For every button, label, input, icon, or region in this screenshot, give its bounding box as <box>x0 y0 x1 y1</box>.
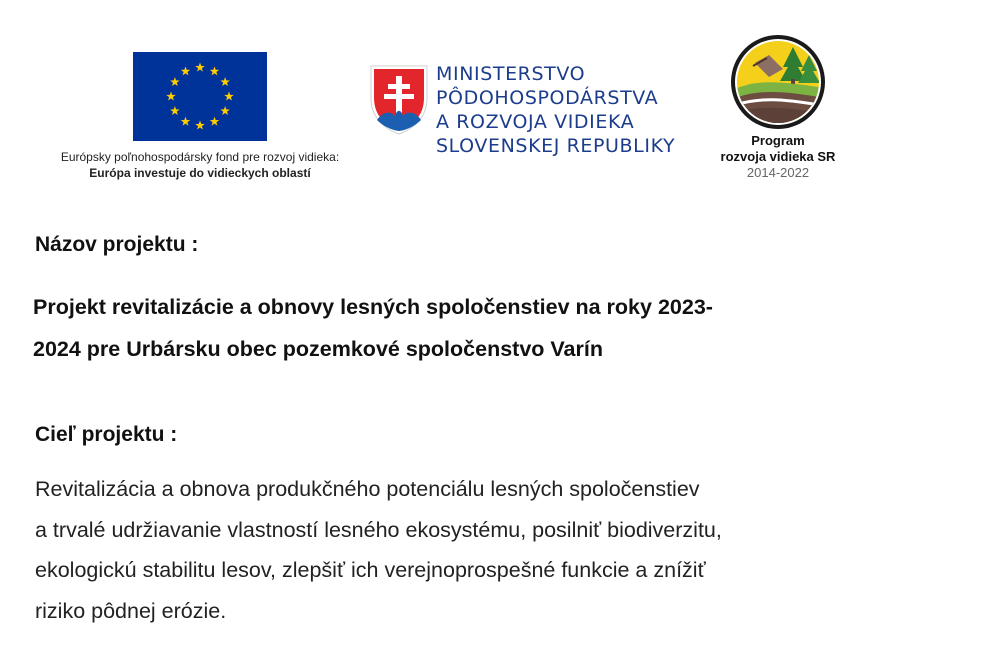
eu-star-icon <box>181 66 191 75</box>
eu-star-icon <box>166 92 176 101</box>
eu-star-icon <box>210 66 220 75</box>
program-rozvoja-vidieka-logo <box>703 33 853 185</box>
eu-star-icon <box>224 92 234 101</box>
project-goal-text <box>35 469 975 631</box>
eu-caption-line2: Európa investuje do vidieckych oblastí <box>89 166 311 180</box>
eu-caption <box>30 149 370 181</box>
ministry-line2: PÔDOHOSPODÁRSTVA <box>436 87 659 109</box>
ministry-line3: A ROZVOJA VIDIEKA <box>436 111 635 133</box>
eu-flag-icon <box>133 52 267 141</box>
eu-star-icon <box>181 117 191 126</box>
eu-caption-line1: Európsky poľnohospodársky fond pre rozvoj vidieka: <box>60 150 340 164</box>
eu-star-icon <box>195 121 205 130</box>
project-name-label: Názov projektu : <box>35 233 199 256</box>
rural-development-emblem-icon <box>725 33 831 131</box>
eu-star-icon <box>170 77 180 86</box>
project-goal-label: Cieľ projektu : <box>35 423 178 446</box>
eu-star-icon <box>220 106 230 115</box>
ministry-name <box>436 62 675 158</box>
eu-eafrd-logo <box>30 52 370 184</box>
program-caption-line2: rozvoja vidieka SR <box>720 149 836 164</box>
goal-line-3: ekologickú stabilitu lesov, zlepšiť ich verejnoprospešné funkcie a znížiť <box>35 558 706 582</box>
eu-star-icon <box>170 106 180 115</box>
ministry-logo <box>365 52 705 177</box>
program-caption-line1: Program <box>751 133 805 148</box>
goal-line-2: a trvalé udržiavanie vlastností lesného ekosystému, posilniť biodiverzitu, <box>35 517 722 542</box>
eu-star-icon <box>210 117 220 126</box>
eu-star-icon <box>220 77 230 86</box>
goal-line-4: riziko pôdnej erózie. <box>35 598 227 623</box>
eu-star-icon <box>195 63 205 72</box>
eu-stars-icon <box>133 52 267 141</box>
ministry-line4: SLOVENSKEJ REPUBLIKY <box>436 135 676 157</box>
program-caption <box>703 133 853 181</box>
ministry-line1: MINISTERSTVO <box>436 63 586 85</box>
project-name <box>33 286 933 370</box>
program-years: 2014-2022 <box>746 165 810 180</box>
project-name-line2: 2024 pre Urbársku obec pozemkové spoločenstvo Varín <box>33 337 603 361</box>
project-name-line1: Projekt revitalizácie a obnovy lesných spoločenstiev na roky 2023- <box>33 295 713 319</box>
goal-line-1: Revitalizácia a obnova produkčného potenciálu lesných spoločenstiev <box>35 477 700 501</box>
slovak-coat-of-arms-icon <box>369 64 429 136</box>
